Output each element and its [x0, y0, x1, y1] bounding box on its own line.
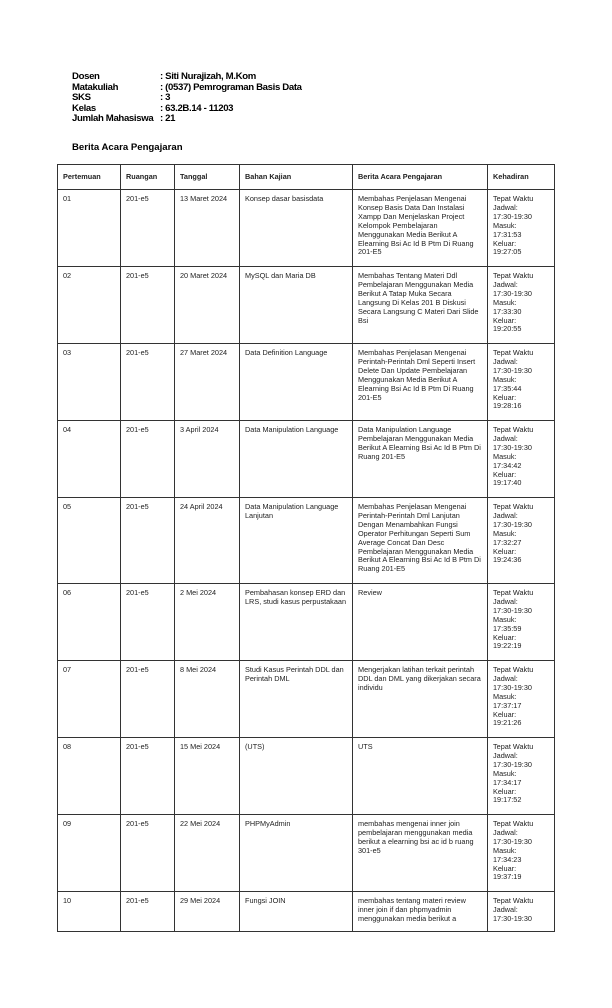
info-value: : Siti Nurajizah, M.Kom [160, 71, 256, 82]
info-label: Kelas [72, 102, 96, 114]
kehadiran-jadwal: 17:30-19:30 [493, 682, 532, 692]
kehadiran-keluar: 19:27:05 [493, 247, 522, 257]
kehadiran-jadwal-label: Jadwal: [493, 279, 518, 289]
kehadiran-masuk-label: Masuk: [493, 451, 517, 461]
info-value: : 63.2B.14 - 11203 [160, 102, 234, 114]
kehadiran-masuk-label: Masuk: [493, 220, 517, 230]
kehadiran-jadwal: 17:30-19:30 [493, 913, 532, 923]
kehadiran-status: Tepat Waktu [493, 819, 534, 828]
kehadiran-keluar: 19:37:19 [493, 872, 522, 882]
header-bahan-kajian: Bahan Kajian [240, 165, 353, 190]
table-row [58, 344, 555, 421]
kehadiran-masuk: 17:32:27 [493, 537, 522, 547]
cell-tanggal: 22 Mei 2024 [175, 815, 240, 892]
kehadiran-jadwal-label: Jadwal: [493, 750, 518, 760]
cell-tanggal: 24 April 2024 [175, 498, 240, 584]
kehadiran-masuk-label: Masuk: [493, 528, 517, 538]
table-row [58, 738, 555, 815]
kehadiran-keluar: 19:17:40 [493, 478, 522, 488]
kehadiran-jadwal: 17:30-19:30 [493, 365, 532, 375]
header-ruangan: Ruangan [121, 165, 175, 190]
kehadiran-jadwal-label: Jadwal: [493, 356, 518, 366]
kehadiran-jadwal-label: Jadwal: [493, 510, 518, 520]
kehadiran-jadwal-label: Jadwal: [493, 673, 518, 683]
cell-kehadiran [488, 421, 555, 498]
info-value: : 3 [160, 92, 171, 104]
kehadiran-keluar: 19:21:26 [493, 718, 522, 728]
cell-berita-acara: Review [353, 584, 488, 661]
kehadiran-keluar-label: Keluar: [493, 315, 517, 325]
table-row [58, 584, 555, 661]
kehadiran-keluar-label: Keluar: [493, 469, 517, 479]
kehadiran-keluar-label: Keluar: [493, 546, 517, 556]
cell-tanggal: 13 Maret 2024 [175, 190, 240, 267]
cell-ruangan: 201-e5 [121, 267, 175, 344]
cell-kehadiran [488, 190, 555, 267]
cell-berita-acara: Data Manipulation Language Pembelajaran Menggunakan Media Berikut A Elearning Bsi Ac Id B Ptm Di Ruang 201-E5 [353, 421, 488, 498]
cell-ruangan: 201-e5 [121, 344, 175, 421]
cell-bahan-kajian: Data Definition Language [240, 344, 353, 421]
cell-bahan-kajian: (UTS) [240, 738, 353, 815]
berita-acara-table [57, 164, 555, 932]
cell-pertemuan: 05 [58, 498, 121, 584]
kehadiran-keluar: 19:22:19 [493, 641, 522, 651]
kehadiran-status: Tepat Waktu [493, 502, 534, 511]
cell-pertemuan: 03 [58, 344, 121, 421]
cell-berita-acara: Membahas Penjelasan Mengenai Perintah-Perintah Dml Lanjutan Dengan Menambahkan Fungsi Operator Perhitungan Seperti Sum Average Concat Dan Desc Pembelajaran Menggunakan Media Berikut A Elearning Bsi Ac Id B Ptm Di Ruang 201-E5 [353, 498, 488, 584]
course-info-block [72, 72, 302, 125]
cell-berita-acara: membahas mengenai inner join pembelajaran menggunakan media berikut a elearning bsi ac id b ruang 301-e5 [353, 815, 488, 892]
kehadiran-keluar-label: Keluar: [493, 392, 517, 402]
info-value: : 21 [160, 113, 176, 125]
cell-tanggal: 3 April 2024 [175, 421, 240, 498]
cell-ruangan: 201-e5 [121, 738, 175, 815]
info-label: Matakuliah [72, 81, 119, 93]
kehadiran-jadwal-label: Jadwal: [493, 433, 518, 443]
cell-tanggal: 15 Mei 2024 [175, 738, 240, 815]
cell-bahan-kajian: Studi Kasus Perintah DDL dan Perintah DML [240, 661, 353, 738]
kehadiran-masuk-label: Masuk: [493, 768, 517, 778]
cell-tanggal: 27 Maret 2024 [175, 344, 240, 421]
cell-berita-acara: Membahas Penjelasan Mengenai Konsep Basis Data Dan Instalasi Xampp Dan Menjelaskan Project Kelompok Pembelajaran Menggunakan Media Berikut A Elearning Bsi Ac Id B Ptm Di Ruang 201-E5 [353, 190, 488, 267]
kehadiran-status: Tepat Waktu [493, 271, 534, 280]
table-row [58, 661, 555, 738]
table-row [58, 421, 555, 498]
info-row-jumlah-mahasiswa [72, 114, 302, 125]
cell-kehadiran [488, 738, 555, 815]
kehadiran-masuk-label: Masuk: [493, 374, 517, 384]
kehadiran-jadwal-label: Jadwal: [493, 904, 518, 914]
cell-tanggal: 29 Mei 2024 [175, 892, 240, 932]
kehadiran-keluar: 19:17:52 [493, 795, 522, 805]
info-row-dosen [72, 72, 302, 83]
kehadiran-jadwal-label: Jadwal: [493, 202, 518, 212]
cell-kehadiran [488, 661, 555, 738]
cell-ruangan: 201-e5 [121, 498, 175, 584]
cell-tanggal: 20 Maret 2024 [175, 267, 240, 344]
header-pertemuan: Pertemuan [58, 165, 121, 190]
cell-tanggal: 2 Mei 2024 [175, 584, 240, 661]
cell-ruangan: 201-e5 [121, 190, 175, 267]
kehadiran-keluar: 19:20:55 [493, 324, 522, 334]
cell-kehadiran [488, 892, 555, 932]
kehadiran-keluar: 19:24:36 [493, 555, 522, 565]
table-row [58, 498, 555, 584]
kehadiran-masuk: 17:35:59 [493, 623, 522, 633]
kehadiran-jadwal-label: Jadwal: [493, 827, 518, 837]
kehadiran-masuk: 17:37:17 [493, 700, 522, 710]
kehadiran-masuk-label: Masuk: [493, 691, 517, 701]
cell-bahan-kajian: Pembahasan konsep ERD dan LRS, studi kasus perpustakaan [240, 584, 353, 661]
kehadiran-masuk: 17:31:53 [493, 229, 522, 239]
kehadiran-masuk: 17:34:23 [493, 854, 522, 864]
section-title: Berita Acara Pengajaran [72, 142, 183, 153]
cell-pertemuan: 04 [58, 421, 121, 498]
header-tanggal: Tanggal [175, 165, 240, 190]
cell-kehadiran [488, 267, 555, 344]
kehadiran-status: Tepat Waktu [493, 896, 534, 905]
kehadiran-masuk-label: Masuk: [493, 614, 517, 624]
kehadiran-keluar-label: Keluar: [493, 709, 517, 719]
cell-ruangan: 201-e5 [121, 661, 175, 738]
table-row [58, 190, 555, 267]
header-kehadiran: Kehadiran [488, 165, 555, 190]
cell-pertemuan: 07 [58, 661, 121, 738]
cell-pertemuan: 10 [58, 892, 121, 932]
table-header-row [58, 165, 555, 190]
cell-berita-acara: membahas tentang materi review inner join if dan phpmyadmin menggunakan media berikut a [353, 892, 488, 932]
info-label: Jumlah Mahasiswa [72, 113, 154, 125]
kehadiran-masuk: 17:34:42 [493, 460, 522, 470]
kehadiran-jadwal: 17:30-19:30 [493, 211, 532, 221]
kehadiran-status: Tepat Waktu [493, 588, 534, 597]
cell-ruangan: 201-e5 [121, 584, 175, 661]
kehadiran-masuk-label: Masuk: [493, 297, 517, 307]
cell-bahan-kajian: Fungsi JOIN [240, 892, 353, 932]
cell-kehadiran [488, 498, 555, 584]
kehadiran-jadwal: 17:30-19:30 [493, 605, 532, 615]
kehadiran-jadwal: 17:30-19:30 [493, 519, 532, 529]
info-value: : (0537) Pemrograman Basis Data [160, 81, 302, 93]
kehadiran-keluar-label: Keluar: [493, 786, 517, 796]
cell-ruangan: 201-e5 [121, 892, 175, 932]
kehadiran-masuk: 17:35:44 [493, 383, 522, 393]
cell-bahan-kajian: Konsep dasar basisdata [240, 190, 353, 267]
cell-pertemuan: 06 [58, 584, 121, 661]
cell-berita-acara: Membahas Penjelasan Mengenai Perintah-Perintah Dml Seperti Insert Delete Dan Update Pembelajaran Menggunakan Media Berikut A Elearning Bsi Ac Id B Ptm Di Ruang 201-E5 [353, 344, 488, 421]
table-row [58, 892, 555, 932]
kehadiran-masuk: 17:34:17 [493, 777, 522, 787]
kehadiran-jadwal: 17:30-19:30 [493, 442, 532, 452]
table-row [58, 267, 555, 344]
cell-bahan-kajian: PHPMyAdmin [240, 815, 353, 892]
kehadiran-status: Tepat Waktu [493, 665, 534, 674]
cell-berita-acara: UTS [353, 738, 488, 815]
cell-bahan-kajian: Data Manipulation Language Lanjutan [240, 498, 353, 584]
kehadiran-status: Tepat Waktu [493, 425, 534, 434]
cell-ruangan: 201-e5 [121, 815, 175, 892]
kehadiran-keluar: 19:28:16 [493, 401, 522, 411]
kehadiran-jadwal: 17:30-19:30 [493, 288, 532, 298]
header-berita-acara: Berita Acara Pengajaran [353, 165, 488, 190]
kehadiran-jadwal: 17:30-19:30 [493, 836, 532, 846]
cell-kehadiran [488, 344, 555, 421]
info-label: Dosen [72, 71, 100, 82]
cell-ruangan: 201-e5 [121, 421, 175, 498]
kehadiran-jadwal: 17:30-19:30 [493, 759, 532, 769]
kehadiran-status: Tepat Waktu [493, 742, 534, 751]
info-row-matakuliah [72, 83, 302, 94]
cell-pertemuan: 09 [58, 815, 121, 892]
kehadiran-masuk: 17:33:30 [493, 306, 522, 316]
kehadiran-keluar-label: Keluar: [493, 863, 517, 873]
cell-tanggal: 8 Mei 2024 [175, 661, 240, 738]
table-row [58, 815, 555, 892]
cell-kehadiran [488, 815, 555, 892]
kehadiran-masuk-label: Masuk: [493, 845, 517, 855]
cell-berita-acara: Mengerjakan latihan terkait perintah DDL dan DML yang dikerjakan secara individu [353, 661, 488, 738]
kehadiran-status: Tepat Waktu [493, 348, 534, 357]
cell-bahan-kajian: MySQL dan Maria DB [240, 267, 353, 344]
info-label: SKS [72, 92, 91, 104]
kehadiran-keluar-label: Keluar: [493, 238, 517, 248]
cell-kehadiran [488, 584, 555, 661]
kehadiran-keluar-label: Keluar: [493, 632, 517, 642]
cell-pertemuan: 08 [58, 738, 121, 815]
kehadiran-status: Tepat Waktu [493, 194, 534, 203]
cell-bahan-kajian: Data Manipulation Language [240, 421, 353, 498]
kehadiran-jadwal-label: Jadwal: [493, 596, 518, 606]
cell-berita-acara: Membahas Tentang Materi Ddl Pembelajaran Menggunakan Media Berikut A Tatap Muka Secara Langsung Di Kelas 201 B Diskusi Secara Langsung C Materi Dari Slide Bsi [353, 267, 488, 344]
cell-pertemuan: 02 [58, 267, 121, 344]
cell-pertemuan: 01 [58, 190, 121, 267]
